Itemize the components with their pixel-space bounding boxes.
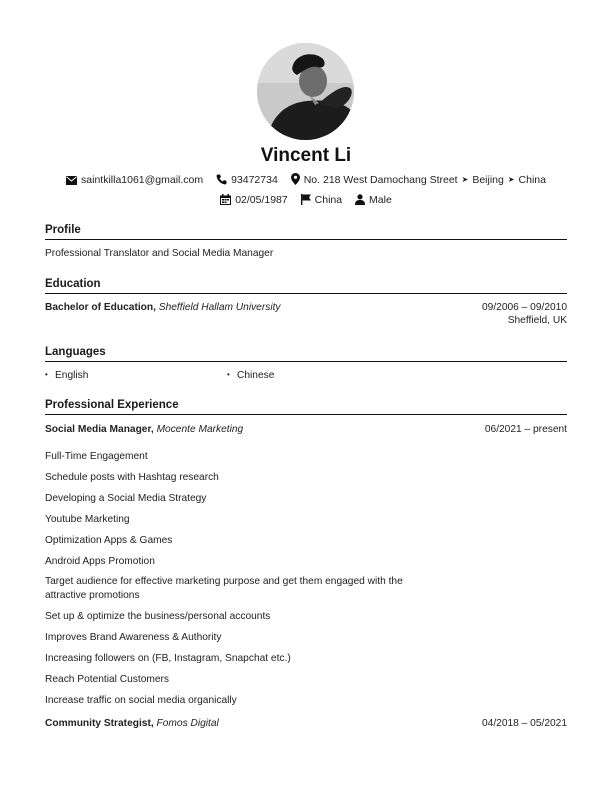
nationality-text: China	[314, 194, 343, 207]
job-duty: Full-Time Engagement	[45, 451, 148, 462]
contact-row-secondary	[45, 194, 567, 206]
job-company: Fomos Digital	[156, 718, 219, 729]
nationality	[301, 194, 342, 206]
envelope-icon	[66, 176, 77, 185]
avatar	[257, 43, 354, 140]
address-city: Beijing	[472, 174, 504, 186]
job-role: Social Media Manager,	[45, 424, 154, 435]
separator-arrow-icon: ➤	[461, 175, 469, 184]
address-street: No. 218 West Damochang Street	[303, 174, 458, 186]
education-school: Sheffield Hallam University	[158, 302, 281, 313]
phone-icon	[216, 174, 227, 185]
language-item: • Chinese	[227, 370, 274, 381]
education-location: Sheffield, UK	[507, 315, 567, 326]
job-duty: Target audience for effective marketing purpose and get them engaged with the attractive promotions	[45, 576, 403, 601]
contact-row-primary	[45, 173, 567, 186]
contact-address	[291, 173, 546, 186]
job-role: Community Strategist,	[45, 718, 154, 729]
section-title-languages: Languages	[45, 346, 567, 362]
job-dates: 04/2018 – 05/2021	[482, 718, 567, 729]
education-entry	[45, 302, 567, 326]
contact-phone[interactable]	[216, 174, 278, 186]
address-country: China	[518, 174, 546, 186]
gender	[355, 194, 392, 206]
flag-icon	[301, 194, 311, 205]
person-icon	[355, 194, 365, 205]
job-duty: Optimization Apps & Games	[45, 535, 173, 546]
separator-arrow-icon: ➤	[507, 175, 515, 184]
birth-date-text: 02/05/1987	[235, 194, 288, 207]
job-duty: Reach Potential Customers	[45, 674, 170, 685]
section-title-experience: Professional Experience	[45, 399, 567, 415]
job-duty: Increasing followers on (FB, Instagram, Snapchat etc.)	[45, 653, 291, 664]
job-company: Mocente Marketing	[156, 424, 244, 435]
job-duty: Increase traffic on social media organically	[45, 695, 237, 706]
contact-email[interactable]	[66, 174, 203, 186]
job-dates: 06/2021 – present	[484, 424, 567, 435]
candidate-name: Vincent Li	[260, 145, 352, 166]
language-item: • English	[45, 370, 88, 381]
job-entry	[45, 718, 567, 729]
section-title-education: Education	[45, 278, 567, 294]
education-meta	[482, 302, 567, 326]
phone-text: 93472734	[231, 173, 278, 186]
job-duty: Android Apps Promotion	[45, 556, 155, 567]
profile-photo	[257, 43, 354, 140]
job-entry	[45, 424, 567, 435]
job-duty: Schedule posts with Hashtag research	[45, 472, 219, 483]
job-duty: Set up & optimize the business/personal accounts	[45, 611, 271, 622]
email-text: saintkilla1061@gmail.com	[81, 173, 204, 186]
education-dates: 09/2006 – 09/2010	[482, 302, 567, 313]
job-duty: Developing a Social Media Strategy	[45, 493, 207, 504]
gender-text: Male	[369, 194, 392, 207]
calendar-icon	[220, 194, 231, 205]
profile-summary: Professional Translator and Social Media Manager	[45, 248, 274, 259]
job-duty: Improves Brand Awareness & Authority	[45, 632, 222, 643]
section-title-profile: Profile	[45, 224, 567, 240]
map-pin-icon	[291, 173, 300, 185]
birth-date	[220, 194, 288, 206]
job-duty: Youtube Marketing	[45, 514, 130, 525]
education-degree: Bachelor of Education,	[45, 302, 156, 313]
